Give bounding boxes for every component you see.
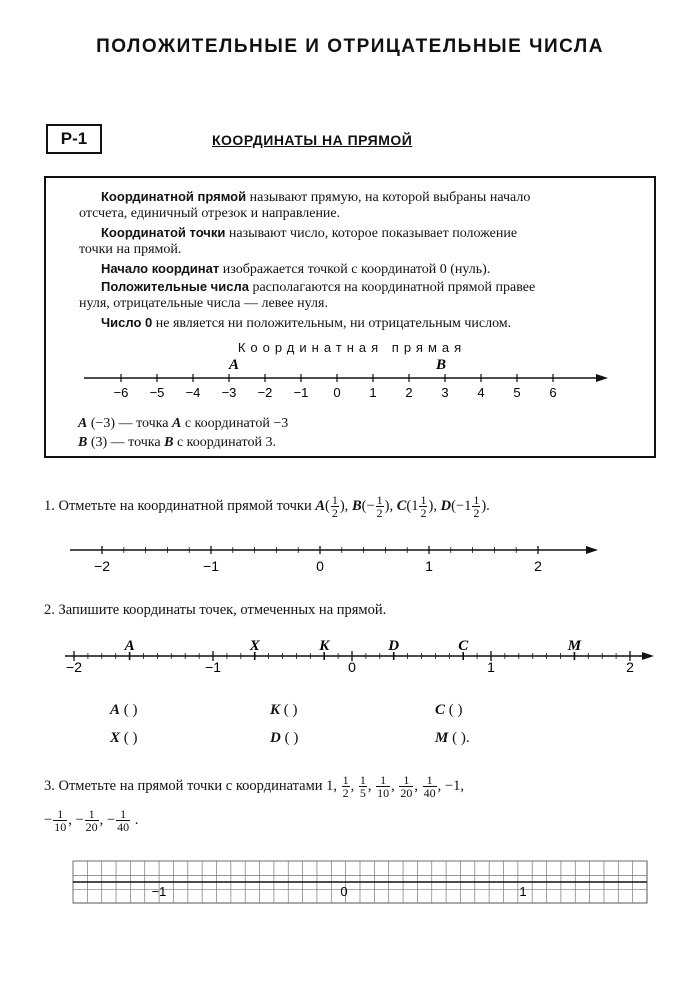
arrow-head (642, 652, 654, 660)
point-label: M (567, 638, 582, 654)
tick-label: 6 (549, 385, 557, 400)
answer-blank[interactable]: D ( ) (270, 730, 299, 746)
answer-blank[interactable]: C ( ) (435, 702, 463, 718)
task-1-numberline (60, 538, 610, 578)
task-2-text: 2. Запишите координаты точек, отмеченных на прямой. (44, 602, 387, 618)
point-spec: B(− $\frac{1}{2}$ ), (351, 493, 397, 520)
tick-label: −2 (66, 659, 82, 675)
definition-line: Положительные числа располагаются на координатной прямой правее (101, 279, 536, 295)
point-b-label: B (436, 357, 447, 373)
page-title: ПОЛОЖИТЕЛЬНЫЕ И ОТРИЦАТЕЛЬНЫЕ ЧИСЛА (96, 36, 604, 57)
task-1-points (315, 493, 490, 520)
tick-label: −5 (149, 385, 165, 400)
theory-box (44, 176, 656, 458)
point-a-label: A (229, 357, 240, 373)
tick-label: 2 (626, 659, 634, 675)
tick-label: 1 (369, 385, 377, 400)
worksheet-badge: Р-1 (46, 124, 102, 154)
point-label: K (319, 638, 330, 654)
fraction: $\frac{1}{20}$ , (400, 773, 422, 800)
grid-label: 1 (519, 884, 527, 899)
answer-blank[interactable]: X ( ) (110, 730, 138, 746)
tick-label: 4 (477, 385, 485, 400)
task-3-fractions (341, 773, 445, 800)
tick-label: 2 (405, 385, 413, 400)
definition-line: нуля, отрицательные числа — левее нуля. (79, 296, 328, 311)
tick-label: 5 (513, 385, 521, 400)
numberline-caption: Координатная прямая (237, 340, 467, 355)
task-3-text: 3. Отметьте на прямой точки с координатами 1, (44, 777, 338, 794)
tick-label: 0 (348, 659, 356, 675)
definition-line: Число 0 не является ни положительным, ни отрицательным числом. (101, 315, 512, 331)
point-label: D (388, 638, 400, 654)
task-2-answers (110, 702, 530, 762)
definition-line: Координатной прямой называют прямую, на которой выбраны начало (101, 189, 531, 205)
tick-label: 0 (316, 558, 324, 574)
point-label: C (458, 638, 469, 654)
fraction: $\frac{1}{10}$ , (377, 773, 399, 800)
fraction: − $\frac{1}{20}$ , (75, 807, 107, 834)
definition-line: Координатой точки называют число, которое показывает положение (101, 225, 518, 241)
point-spec: C(1 $\frac{1}{2}$ ), (396, 493, 441, 520)
task-1-text: 1. Отметьте на координатной прямой точки (44, 497, 312, 514)
task-2-numberline (60, 636, 660, 680)
tick-label: −2 (257, 385, 273, 400)
tick-label: 2 (534, 558, 542, 574)
tick-label: −3 (221, 385, 237, 400)
tick-label: −1 (203, 558, 219, 574)
definition-line: Начало координат изображается точкой с координатой 0 (нуль). (101, 261, 491, 277)
tick-label: −4 (185, 385, 201, 400)
point-label: X (249, 638, 260, 654)
fraction: $\frac{1}{40}$ , (423, 773, 445, 800)
section-title: КООРДИНАТЫ НА ПРЯМОЙ (212, 132, 413, 148)
tick-label: −6 (113, 385, 129, 400)
definition-line: точки на прямой. (79, 242, 182, 257)
tick-label: 0 (333, 385, 341, 400)
fraction: $\frac{1}{5}$ , (359, 773, 376, 800)
point-spec: D(−1 $\frac{1}{2}$ ). (440, 493, 490, 520)
task-3-cont: − $\frac{1}{10}$ , − $\frac{1}{20}$ , − $\frac{1}{40}$ . (44, 807, 139, 834)
task-3-grid (72, 860, 650, 906)
answer-blank[interactable]: A ( ) (110, 702, 138, 718)
task-3-tail: −1, (444, 777, 464, 794)
tick-label: −2 (94, 558, 110, 574)
tick-label: 1 (487, 659, 495, 675)
tick-label: 3 (441, 385, 449, 400)
tick-label: 1 (425, 558, 433, 574)
definition-line: отсчета, единичный отрезок и направление. (79, 206, 341, 221)
task-3 (44, 774, 464, 799)
answer-blank[interactable]: M ( ). (435, 730, 470, 746)
grid-label: −1 (151, 884, 167, 899)
point-label: A (124, 638, 135, 654)
point-spec: A( $\frac{1}{2}$ ), (315, 493, 352, 520)
example-numberline (46, 356, 658, 406)
grid-label: 0 (340, 884, 348, 899)
fraction: − $\frac{1}{40}$ (106, 807, 130, 834)
arrow-head (586, 546, 598, 554)
fraction: − $\frac{1}{10}$ , (44, 807, 76, 834)
task-3-fractions-negative (44, 807, 135, 834)
example-a: A (−3) — точка A с координатой −3 (78, 416, 289, 431)
fraction: $\frac{1}{2}$ , (342, 773, 358, 800)
arrow-head (596, 374, 608, 382)
answer-blank[interactable]: K ( ) (270, 702, 298, 718)
tick-label: −1 (293, 385, 309, 400)
example-b: B (3) — точка B с координатой 3. (78, 435, 276, 450)
tick-label: −1 (205, 659, 221, 675)
task-1 (44, 494, 664, 519)
